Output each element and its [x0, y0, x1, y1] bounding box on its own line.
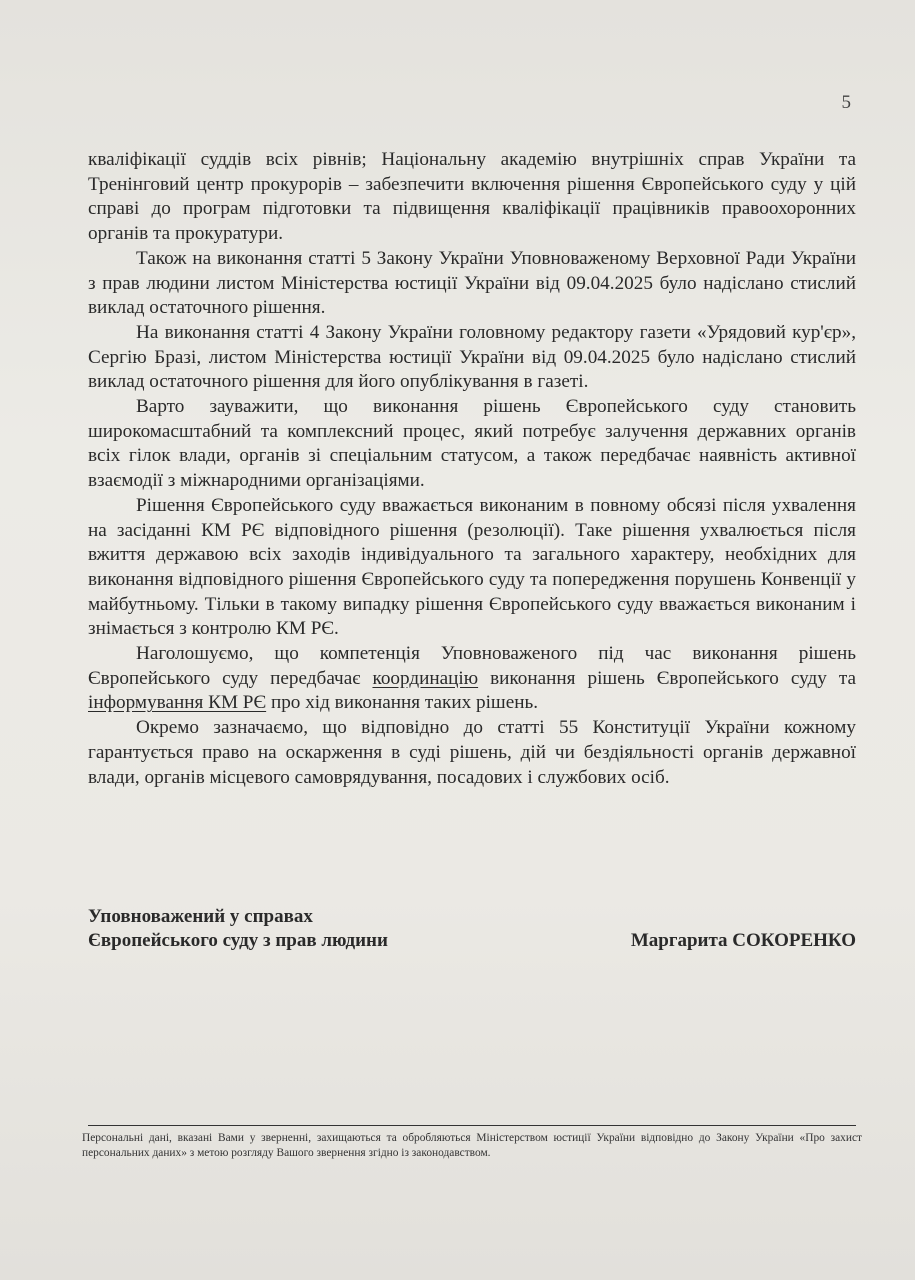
paragraph-ombudsman-notice: Також на виконання статті 5 Закону України Уповноваженому Верховної Ради України з прав людини листом Міністерства юстиції України від 09.04.2025 було надіслано стислий виклад остаточного рішення. — [88, 247, 856, 319]
paragraph-competence — [88, 642, 856, 716]
underlined-coordination: координацію — [372, 667, 479, 689]
paragraph-execution-completion: Рішення Європейського суду вважається виконаним в повному обсязі після ухвалення на засіданні КМ РЄ відповідного рішення (резолюції). Таке рішення ухвалюється після вжиття державою всіх заходів індивідуального та загального характеру, необхідних для виконання відповідного рішення Європейського суду та попередження порушень Конвенції у майбутньому. Тільки в такому випадку рішення Європейського суду вважається виконаним і знімається з контролю КМ РЄ. — [88, 494, 856, 640]
page-number: 5 — [841, 92, 851, 113]
underlined-informing: інформування КМ РЄ — [88, 692, 267, 714]
competence-text-part1: Наголошуємо, що компетенція Уповноваженого під час виконання рішень Європейського суду передбачає — [88, 643, 856, 689]
competence-text-part3: про хід виконання таких рішень. — [266, 692, 539, 714]
paragraph-execution-process: Варто зауважити, що виконання рішень Європейського суду становить широкомасштабний та комплексний процес, який потребує залучення державних органів всіх гілок влади, органів зі спеціальним статусом, а також передбачає наявність активної взаємодії з міжнародними організаціями. — [88, 396, 856, 492]
paragraph-continuation: кваліфікації суддів всіх рівнів; Національну академію внутрішніх справ України та Тренінговий центр прокурорів – забезпечити включення рішення Європейського суду у цій справі до програм підготовки та підвищення кваліфікації працівників правоохоронних органів та прокуратури. — [88, 149, 856, 245]
signatory-name: Маргарита СОКОРЕНКО — [630, 930, 856, 951]
footer-privacy-note: Персональні дані, вказані Вами у зверненні, захищаються та обробляються Міністерством юстиції України відповідно до Закону України «Про захист персональних даних» з метою розгляду Вашого звернення згідно із законодавством. — [82, 1132, 862, 1159]
document-body — [88, 148, 856, 790]
competence-text-part2: виконання рішень Європейського суду та — [478, 667, 857, 689]
signatory-position-line2: Європейського суду з прав людини — [88, 930, 388, 951]
signatory-position — [88, 905, 388, 953]
paragraph-newspaper-notice: На виконання статті 4 Закону України головному редактору газети «Урядовий кур'єр», Сергію Бразі, листом Міністерства юстиції України від 09.04.2025 було надіслано стислий виклад остаточного рішення для його опублікування в газеті. — [88, 321, 856, 393]
signatory-position-line1: Уповноважений у справах — [88, 906, 313, 927]
signature-block — [88, 905, 856, 953]
paragraph-constitution: Окремо зазначаємо, що відповідно до статті 55 Конституції України кожному гарантується право на оскарження в суді рішень, дій чи бездіяльності органів державної влади, органів місцевого самоврядування, посадових і службових осіб. — [88, 717, 856, 788]
footer-divider — [88, 1125, 856, 1126]
